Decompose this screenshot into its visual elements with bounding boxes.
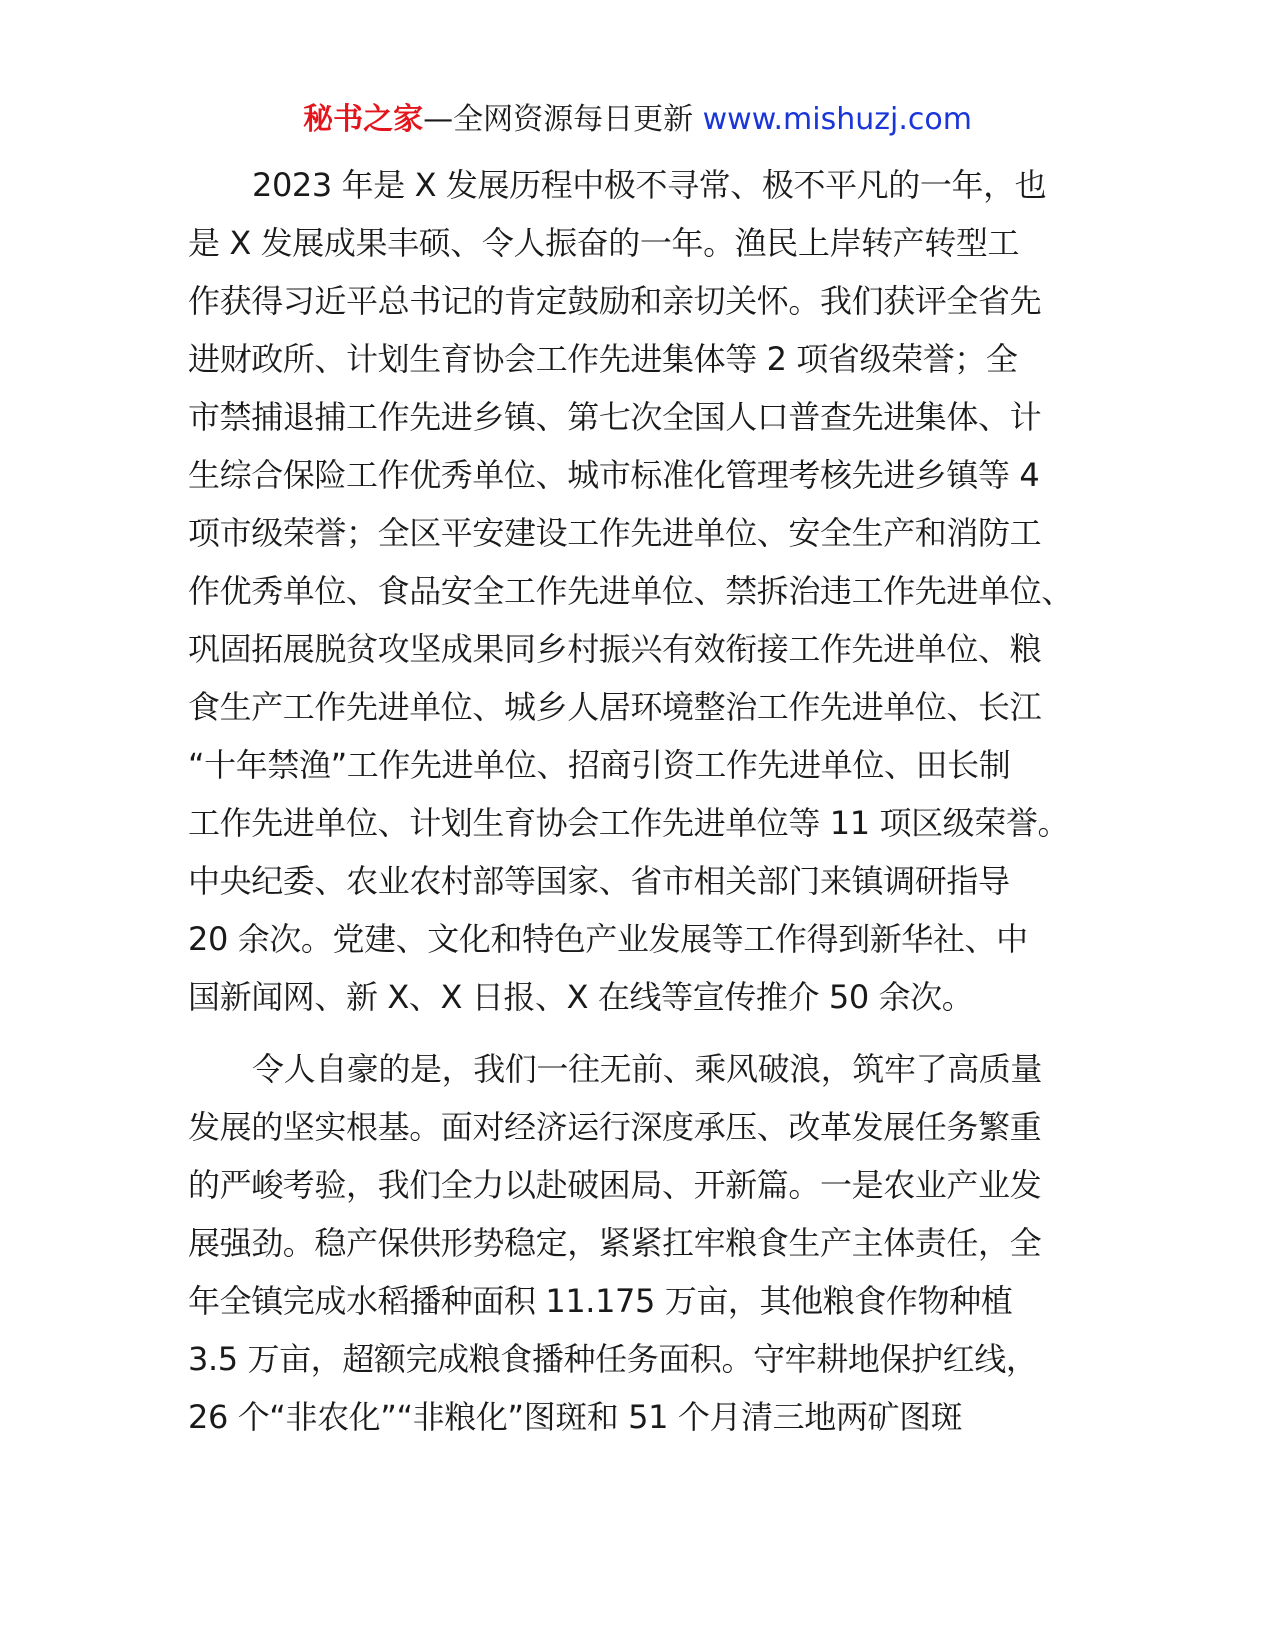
text-line: 3.5 万亩，超额完成粮食播种任务面积。守牢耕地保护红线， xyxy=(188,1340,1038,1378)
document-body xyxy=(188,156,1093,1446)
text-line: 发展的坚实根基。面对经济运行深度承压、改革发展任务繁重 xyxy=(188,1108,1042,1146)
text-line: 生综合保险工作优秀单位、城市标准化管理考核先进乡镇等 4 xyxy=(188,456,1040,494)
text-line: 中央纪委、农业农村部等国家、省市相关部门来镇调研指导 xyxy=(188,862,1010,900)
text-line: 年全镇完成水稻播种面积 11.175 万亩，其他粮食作物种植 xyxy=(188,1282,1013,1320)
text-line: 展强劲。稳产保供形势稳定，紧紧扛牢粮食生产主体责任，全 xyxy=(188,1224,1042,1262)
text-line: 作获得习近平总书记的肯定鼓励和亲切关怀。我们获评全省先 xyxy=(188,282,1042,320)
paragraph-1 xyxy=(188,156,1093,1026)
header-slogan: —全网资源每日更新 xyxy=(423,102,703,137)
text-line: 20 余次。党建、文化和特色产业发展等工作得到新华社、中 xyxy=(188,920,1028,958)
text-line: 国新闻网、新 X、X 日报、X 在线等宣传推介 50 余次。 xyxy=(188,978,974,1016)
text-line: 2023 年是 X 发展历程中极不寻常、极不平凡的一年，也 xyxy=(252,166,1047,204)
text-line: 26 个“非农化”“非粮化”图斑和 51 个月清三地两矿图斑 xyxy=(188,1398,963,1436)
text-line: “十年禁渔”工作先进单位、招商引资工作先进单位、田长制 xyxy=(188,746,1011,784)
paragraph-spacer xyxy=(188,1026,1093,1040)
text-line: 是 X 发展成果丰硕、令人振奋的一年。渔民上岸转产转型工 xyxy=(188,224,1020,262)
site-url-link[interactable]: www.mishuzj.com xyxy=(702,102,972,137)
text-line: 工作先进单位、计划生育协会工作先进单位等 11 项区级荣誉。 xyxy=(188,804,1070,842)
site-header xyxy=(0,100,1275,140)
text-line: 令人自豪的是，我们一往无前、乘风破浪，筑牢了高质量 xyxy=(252,1050,1043,1088)
brand-name: 秘书之家 xyxy=(303,102,424,137)
text-line: 作优秀单位、食品安全工作先进单位、禁拆治违工作先进单位、 xyxy=(188,572,1073,610)
text-line: 进财政所、计划生育协会工作先进集体等 2 项省级荣誉；全 xyxy=(188,340,1018,378)
text-line: 的严峻考验，我们全力以赴破困局、开新篇。一是农业产业发 xyxy=(188,1166,1042,1204)
text-line: 巩固拓展脱贫攻坚成果同乡村振兴有效衔接工作先进单位、粮 xyxy=(188,630,1042,668)
text-line: 市禁捕退捕工作先进乡镇、第七次全国人口普查先进集体、计 xyxy=(188,398,1042,436)
text-line: 项市级荣誉；全区平安建设工作先进单位、安全生产和消防工 xyxy=(188,514,1042,552)
paragraph-2 xyxy=(188,1040,1093,1446)
text-line: 食生产工作先进单位、城乡人居环境整治工作先进单位、长江 xyxy=(188,688,1042,726)
